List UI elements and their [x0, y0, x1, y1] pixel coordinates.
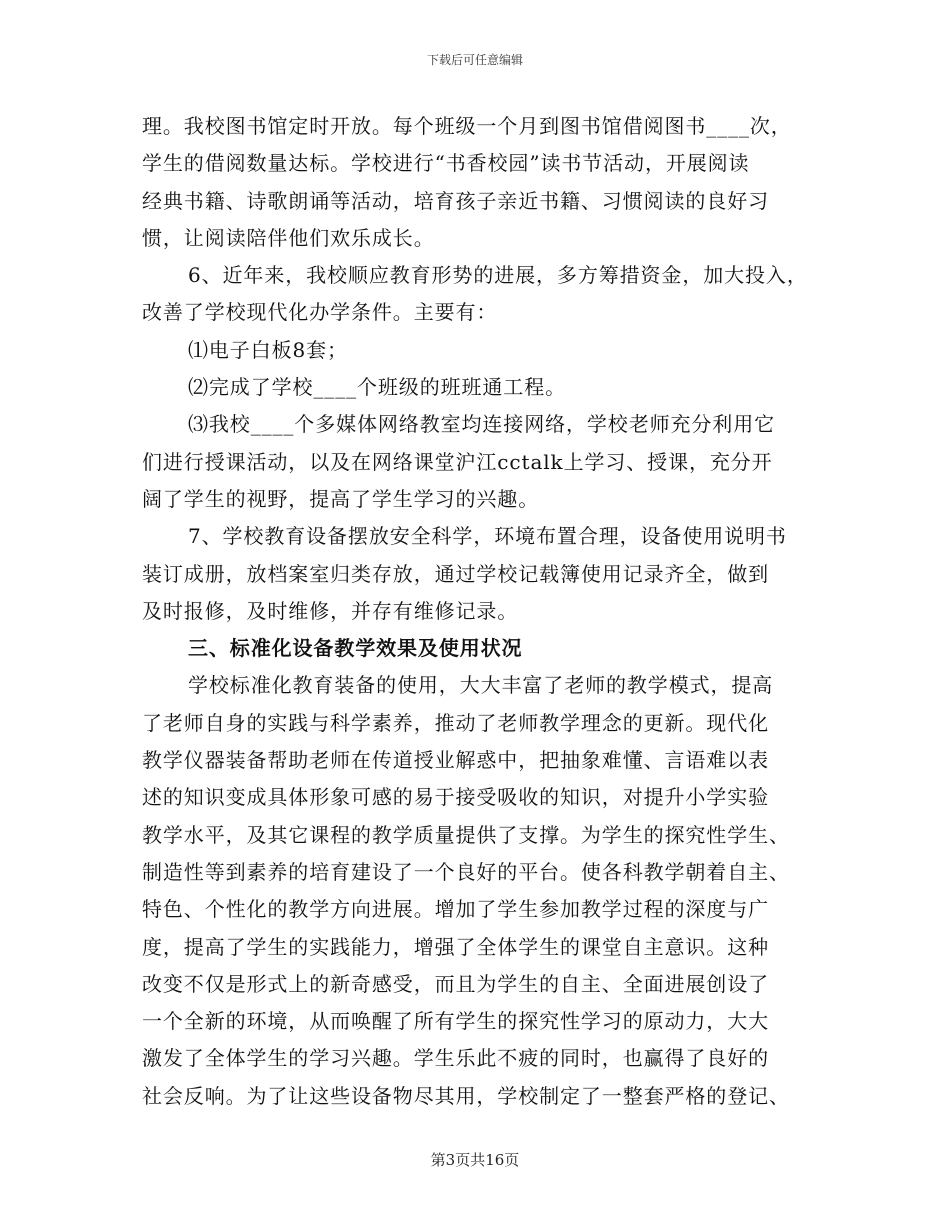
text-line: 度，提高了学生的实践能力，增强了全体学生的课堂自主意识。这种 — [142, 934, 769, 959]
page-number: 第3页共16页 — [430, 1151, 520, 1169]
section-heading: 三、标准化设备教学效果及使用状况 — [188, 636, 523, 661]
text-line: 装订成册，放档案室归类存放，通过学校记载簿使用记录齐全，做到 — [142, 561, 769, 586]
list-item: ⑶我校____个多媒体网络教室均连接网络，学校老师充分利用它 — [188, 412, 775, 437]
text-line: 学校标准化教育装备的使用，大大丰富了老师的教学模式，提高 — [188, 673, 774, 698]
text-line: 阔了学生的视野，提高了学生学习的兴趣。 — [142, 486, 540, 511]
text-line: 惯，让阅读陪伴他们欢乐成长。 — [142, 225, 435, 250]
list-item: ⑵完成了学校____个班级的班班通工程。 — [188, 375, 566, 400]
text-line: 制造性等到素养的培育建设了一个良好的平台。使各科教学朝着自主、 — [142, 859, 790, 884]
text-line: 社会反响。为了让这些设备物尽其用，学校制定了一整套严格的登记、 — [142, 1083, 790, 1108]
text-line: 经典书籍、诗歌朗诵等活动，培育孩子亲近书籍、习惯阅读的良好习 — [142, 188, 769, 213]
text-line: 述的知识变成具体形象可感的易于接受吸收的知识，对提升小学实验 — [142, 785, 769, 810]
text-line: 改变不仅是形式上的新奇感受，而且为学生的自主、全面进展创设了 — [142, 971, 769, 996]
text-line: 理。我校图书馆定时开放。每个班级一个月到图书馆借阅图书____次， — [142, 114, 792, 138]
text-line: 激发了全体学生的学习兴趣。学生乐此不疲的同时，也赢得了良好的 — [142, 1046, 769, 1071]
text-line: 学生的借阅数量达标。学校进行“书香校园”读书节活动，开展阅读 — [142, 151, 750, 176]
text-line: 6、近年来，我校顺应教育形势的进展，多方筹措资金，加大投入， — [188, 263, 808, 288]
page-header: 下载后可任意编辑 — [426, 53, 523, 67]
text-line: 改善了学校现代化办学条件。主要有： — [142, 300, 498, 325]
text-line: 了老师自身的实践与科学素养，推动了老师教学理念的更新。现代化 — [142, 710, 769, 735]
text-line: 们进行授课活动，以及在网络课堂沪江cctalk上学习、授课，充分开 — [142, 449, 773, 474]
text-line: 7、学校教育设备摆放安全科学，环境布置合理，设备使用说明书 — [188, 524, 787, 549]
list-item: ⑴电子白板8套； — [188, 337, 348, 362]
text-line: 教学仪器装备帮助老师在传道授业解惑中，把抽象难懂、言语难以表 — [142, 748, 769, 773]
document-body — [142, 108, 810, 1115]
text-line: 教学水平，及其它课程的教学质量提供了支撑。为学生的探究性学生、 — [142, 822, 790, 847]
text-line: 特色、个性化的教学方向进展。增加了学生参加教学过程的深度与广 — [142, 897, 769, 922]
text-line: 及时报修，及时维修，并存有维修记录。 — [142, 598, 519, 623]
text-line: 一个全新的环境，从而唤醒了所有学生的探究性学习的原动力，大大 — [142, 1009, 769, 1034]
